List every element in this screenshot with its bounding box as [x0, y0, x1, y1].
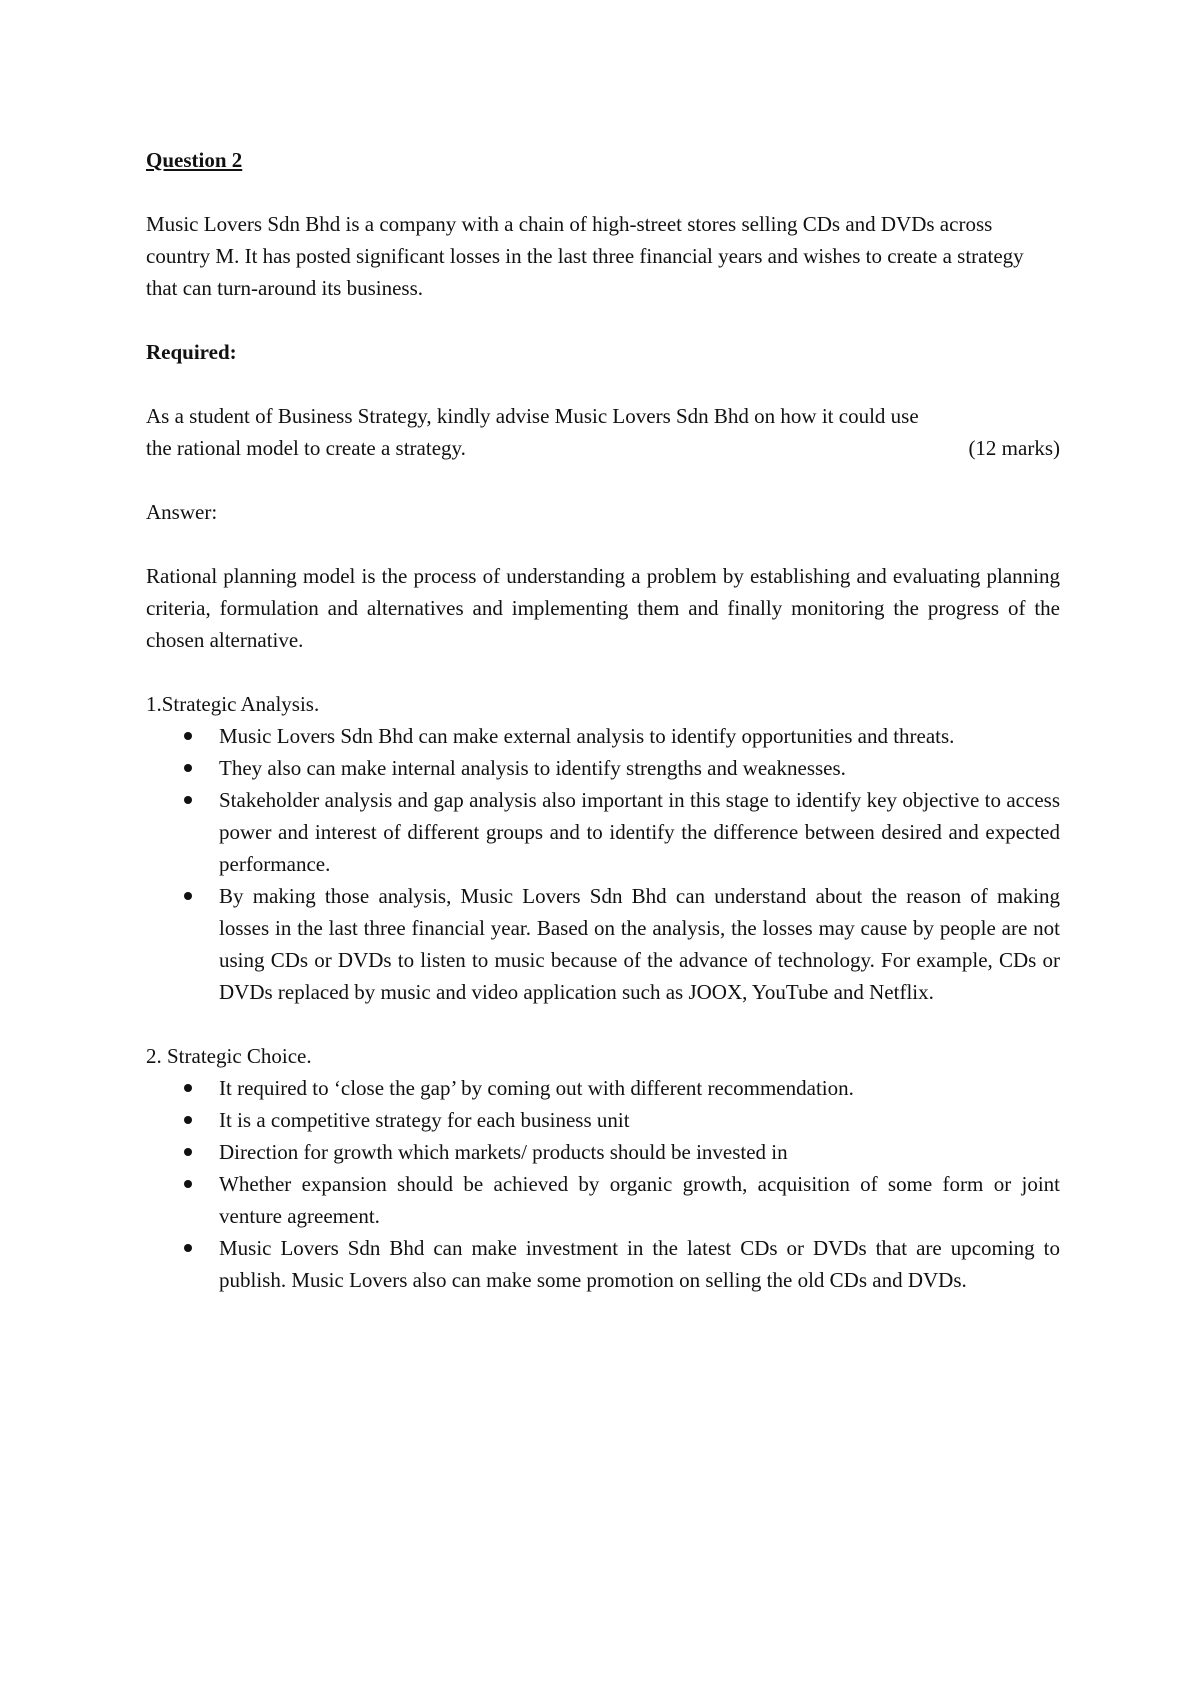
bullet-icon — [184, 1244, 192, 1252]
marks-label: (12 marks) — [968, 436, 1060, 460]
list-item — [146, 1136, 1060, 1168]
list-item — [146, 1104, 1060, 1136]
bullet-icon — [184, 1084, 192, 1092]
list-item — [146, 1072, 1060, 1104]
list-item-text: They also can make internal analysis to identify strengths and weaknesses. — [219, 756, 846, 780]
list-item-text: Whether expansion should be achieved by organic growth, acquisition of some form or joint venture agreement. — [219, 1172, 1060, 1228]
answer-label: Answer: — [146, 500, 218, 524]
list-item — [146, 880, 1060, 1008]
list-item-text: Stakeholder analysis and gap analysis also important in this stage to identify key objective to access power and interest of different groups and to identify the difference between desired and expected performance. — [219, 788, 1060, 876]
list-item — [146, 784, 1060, 880]
bullet-icon — [184, 732, 192, 740]
document-content — [146, 144, 1060, 1296]
definition-paragraph: Rational planning model is the process of understanding a problem by establishing and evaluating planning criteria, formulation and alternatives and implementing them and finally monitoring the progress of the chosen alternative. — [146, 564, 1060, 652]
question-title: Question 2 — [146, 148, 243, 172]
bullet-list — [146, 1072, 1060, 1296]
bullet-icon — [184, 1148, 192, 1156]
section-strategic-choice — [146, 1040, 1060, 1296]
list-item-text: Music Lovers Sdn Bhd can make investment in the latest CDs or DVDs that are upcoming to publish. Music Lovers also can make some promotion on selling the old CDs and DVDs. — [219, 1236, 1060, 1292]
section-heading: 2. Strategic Choice. — [146, 1044, 312, 1068]
section-strategic-analysis — [146, 688, 1060, 1008]
list-item-text: By making those analysis, Music Lovers Sdn Bhd can understand about the reason of making losses in the last three financial year. Based on the analysis, the losses may cause by people are not using CDs or DVDs to listen to music because of the advance of technology. For example, CDs or DVDs replaced by music and video application such as JOOX, YouTube and Netflix. — [219, 884, 1060, 1004]
list-item-text: Direction for growth which markets/ products should be invested in — [219, 1140, 788, 1164]
list-item — [146, 1168, 1060, 1232]
bullet-icon — [184, 764, 192, 772]
required-line-2: the rational model to create a strategy. — [146, 436, 466, 460]
bullet-icon — [184, 1116, 192, 1124]
bullet-icon — [184, 796, 192, 804]
list-item-text: It is a competitive strategy for each business unit — [219, 1108, 630, 1132]
required-line-2-row — [146, 432, 1060, 464]
intro-paragraph: Music Lovers Sdn Bhd is a company with a chain of high-street stores selling CDs and DVDs across country M. It has posted significant losses in the last three financial years and wishes to create a strategy that can turn-around its business. — [146, 212, 1024, 300]
required-line-1: As a student of Business Strategy, kindly advise Music Lovers Sdn Bhd on how it could use — [146, 404, 919, 428]
required-heading: Required: — [146, 340, 237, 364]
list-item — [146, 720, 1060, 752]
list-item-text: Music Lovers Sdn Bhd can make external analysis to identify opportunities and threats. — [219, 724, 955, 748]
list-item — [146, 1232, 1060, 1296]
section-heading: 1.Strategic Analysis. — [146, 692, 320, 716]
bullet-list — [146, 720, 1060, 1008]
required-text — [146, 400, 1060, 464]
list-item-text: It required to ‘close the gap’ by coming out with different recommendation. — [219, 1076, 854, 1100]
list-item — [146, 752, 1060, 784]
bullet-icon — [184, 892, 192, 900]
bullet-icon — [184, 1180, 192, 1188]
